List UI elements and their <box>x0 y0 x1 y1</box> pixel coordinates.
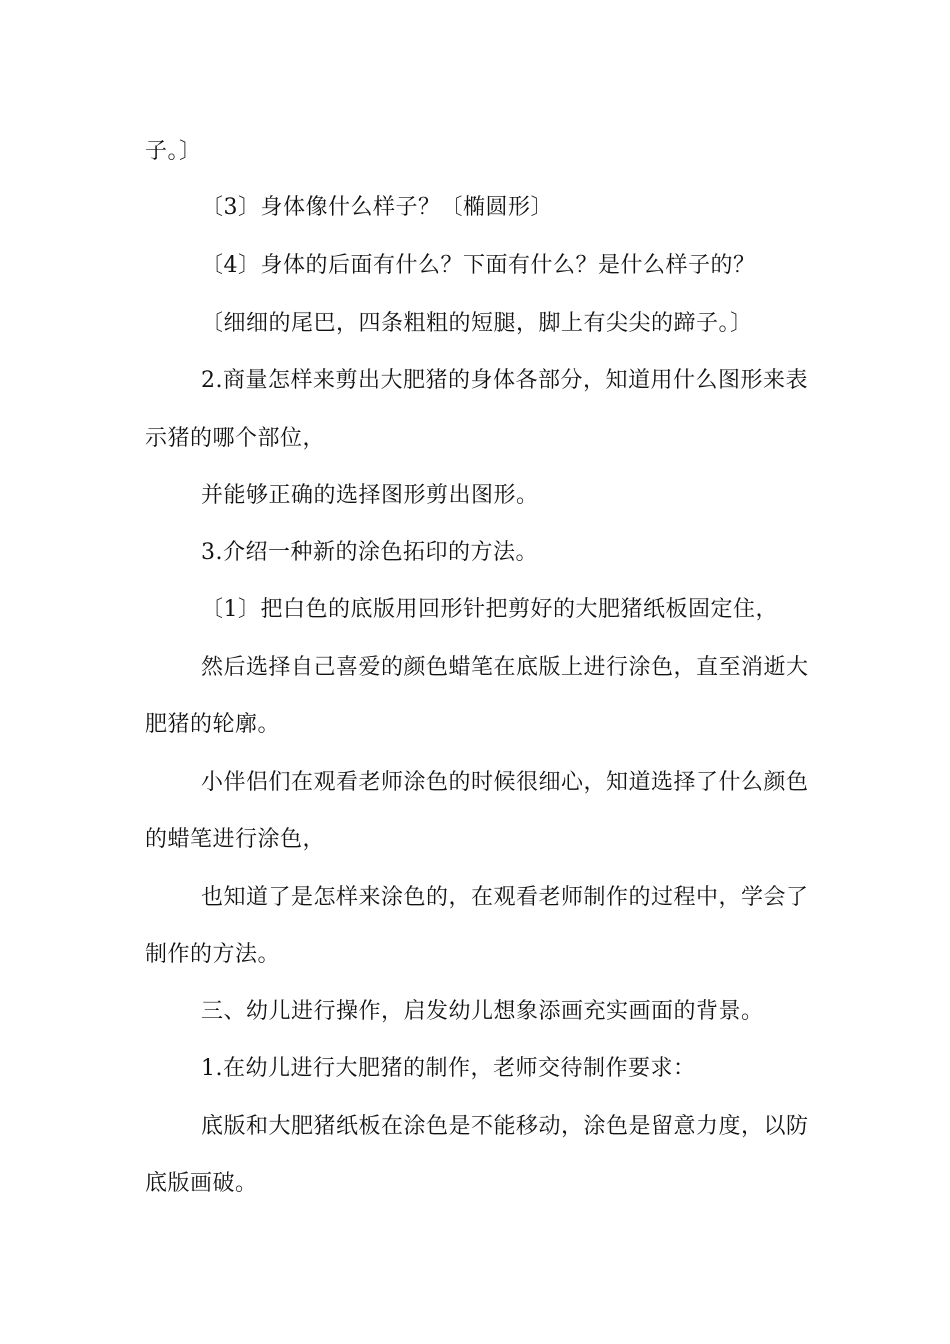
text-line-10: 然后选择自己喜爱的颜色蜡笔在底版上进行涂色，直至消逝大 <box>201 655 809 680</box>
text-line-18: 底版和大肥猪纸板在涂色是不能移动，涂色是留意力度，以防 <box>201 1114 809 1139</box>
text-line-7: 并能够正确的选择图形剪出图形。 <box>201 483 539 508</box>
text-line-17: 1.在幼儿进行大肥猪的制作，老师交待制作要求： <box>201 1056 696 1081</box>
text-line-6: 示猪的哪个部位， <box>145 426 326 451</box>
text-line-4: 〔细细的尾巴，四条粗粗的短腿，脚上有尖尖的蹄子。〕 <box>201 311 753 336</box>
text-line-15: 制作的方法。 <box>145 942 281 967</box>
text-line-5: 2.商量怎样来剪出大肥猪的身体各部分，知道用什么图形来表 <box>201 368 808 393</box>
text-line-3: 〔4〕身体的后面有什么？下面有什么？是什么样子的？ <box>201 253 756 278</box>
text-line-12: 小伴侣们在观看老师涂色的时候很细心，知道选择了什么颜色 <box>201 770 809 795</box>
text-line-1: 子。〕 <box>145 139 202 164</box>
text-line-11: 肥猪的轮廓。 <box>145 712 281 737</box>
text-line-13: 的蜡笔进行涂色， <box>145 827 326 852</box>
text-line-9: 〔1〕把白色的底版用回形针把剪好的大肥猪纸板固定住， <box>201 597 778 622</box>
text-line-8: 3.介绍一种新的涂色拓印的方法。 <box>201 540 538 565</box>
text-line-14: 也知道了是怎样来涂色的，在观看老师制作的过程中，学会了 <box>201 885 809 910</box>
text-line-16: 三、幼儿进行操作，启发幼儿想象添画充实画面的背景。 <box>201 999 764 1024</box>
text-line-2: 〔3〕身体像什么样子？〔椭圆形〕 <box>201 195 553 220</box>
text-line-19: 底版画破。 <box>145 1171 258 1196</box>
